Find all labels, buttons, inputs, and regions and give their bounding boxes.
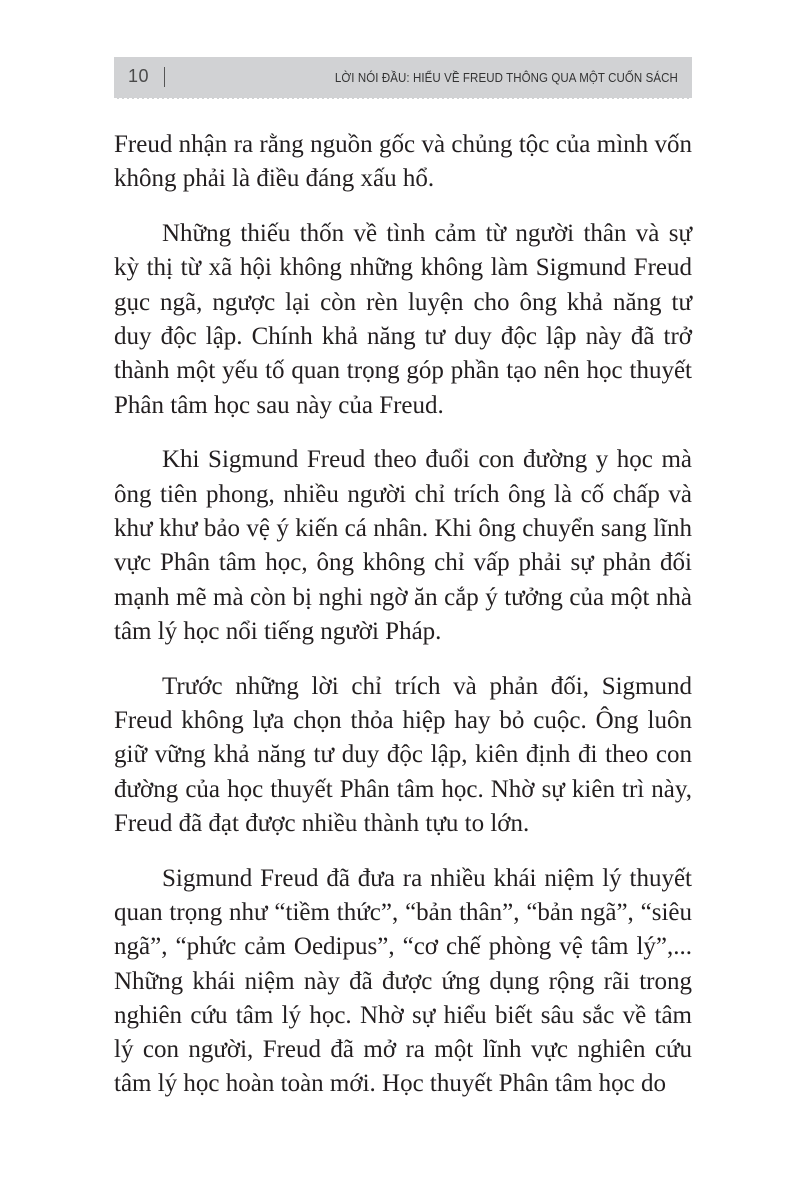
paragraph: Sigmund Freud đã đưa ra nhiều khái niệm lý thuyết quan trọng như “tiềm thức”, “bản thân”, “bản ngã”, “siêu ngã”, “phức cảm Oedipus”, “cơ chế phòng vệ tâm lý”,... Những khái niệm này đã được ứng dụng rộng rãi trong nghiên cứu tâm lý học. Nhờ sự hiểu biết sâu sắc về tâm lý con người, Freud đã mở ra một lĩnh vực nghiên cứu tâm lý học hoàn toàn mới. Học thuyết Phân tâm học do (114, 864, 692, 1098)
body-text (114, 128, 692, 1122)
paragraph: Trước những lời chỉ trích và phản đối, Sigmund Freud không lựa chọn thỏa hiệp hay bỏ cuộc. Ông luôn giữ vững khả năng tư duy độc lập, kiên định đi theo con đường của học thuyết Phân tâm học. Nhờ sự kiên trì này, Freud đã đạt được nhiều thành tựu to lớn. (114, 672, 692, 837)
paragraph: Những thiếu thốn về tình cảm từ người thân và sự kỳ thị từ xã hội không những không làm Sigmund Freud gục ngã, ngược lại còn rèn luyện cho ông khả năng tư duy độc lập. Chính khả năng tư duy độc lập này đã trở thành một yếu tố quan trọng góp phần tạo nên học thuyết Phân tâm học sau này của Freud. (114, 220, 692, 419)
paragraph-continuation: Freud nhận ra rằng nguồn gốc và chủng tộc của mình vốn không phải là điều đáng xấu hổ. (114, 131, 692, 193)
paragraph: Khi Sigmund Freud theo đuổi con đường y học mà ông tiên phong, nhiều người chỉ trích ông là cố chấp và khư khư bảo vệ ý kiến cá nhân. Khi ông chuyển sang lĩnh vực Phân tâm học, ông không chỉ vấp phải sự phản đối mạnh mẽ mà còn bị nghi ngờ ăn cắp ý tưởng của một nhà tâm lý học nổi tiếng người Pháp. (114, 446, 692, 645)
running-header (114, 57, 692, 99)
running-title: LỜI NÓI ĐẦU: HIỂU VỀ FREUD THÔNG QUA MỘT CUỐN SÁCH (334, 71, 678, 85)
page-number: 10 (128, 66, 150, 86)
header-separator (164, 67, 165, 87)
